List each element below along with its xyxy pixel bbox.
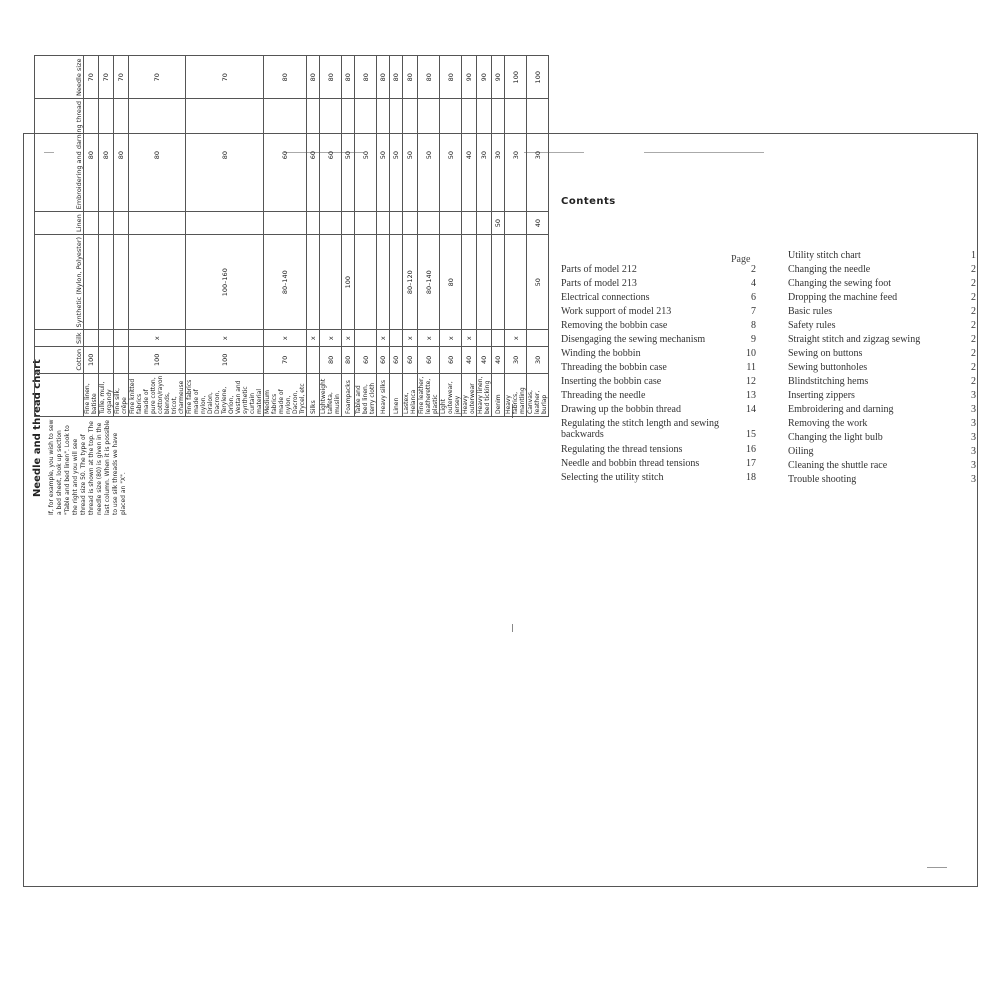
table-cell-silk: x [342,330,355,347]
contents-item-page: 11 [746,362,756,373]
table-cell-linen [418,212,440,235]
table-cell-synthetic [84,234,99,330]
table-cell-silk: x [505,330,527,347]
contents-item-page: 3 [971,404,976,415]
contents-item [788,278,891,289]
table-cell-emb: 80 [114,98,129,211]
table-cell-linen [355,212,377,235]
table-cell-cotton: 60 [418,346,440,373]
contents-item-label: Disengaging the sewing mechanism [561,334,706,345]
table-row [418,56,440,417]
table-cell-emb: 40 [462,98,477,211]
contents-item [788,376,868,387]
table-cell-silk [84,330,99,347]
contents-item-page: 18 [746,472,756,483]
table-cell-silk: x [307,330,320,347]
contents-item-label: Parts of model 213 [561,278,637,289]
table-cell-silk: x [320,330,342,347]
contents-item-page: 3 [971,460,976,471]
table-cell-linen: 50 [492,212,505,235]
contents-item-page: 1 [971,250,976,261]
table-cell-cotton: 100 [84,346,99,373]
contents-list-left [561,264,756,494]
table-cell-synthetic [99,234,114,330]
table-cell-silk: x [129,330,186,347]
table-cell-needle: 70 [99,56,114,98]
contents-item-label: Cleaning the shuttle race [788,460,888,471]
contents-item-label: Inserting the bobbin case [561,376,662,387]
table-cell-synthetic: 80–120 [403,234,418,330]
table-cell-linen [462,212,477,235]
contents-item-page: 3 [971,418,976,429]
table-cell-needle: 80 [377,56,390,98]
table-cell-needle: 80 [307,56,320,98]
contents-item-page: 17 [746,458,756,469]
contents-item-label: Changing the needle [788,264,871,275]
table-row [492,56,505,417]
table-cell-linen [390,212,403,235]
table-cell-synthetic [462,234,477,330]
contents-item-label: Winding the bobbin [561,348,641,359]
header-linen: Linen [35,212,84,235]
header-silk: Silk [35,330,84,347]
table-cell-needle: 80 [418,56,440,98]
contents-item-label: Threading the needle [561,390,646,401]
contents-item [788,292,897,303]
contents-item [561,390,645,401]
table-cell-synthetic [114,234,129,330]
table-cell-fabric: Fine knitted fabrics made of pure cotton, cotton/rayon blends, tricot, charmeuse [129,373,186,416]
contents-item-page: 3 [971,432,976,443]
table-cell-cotton: 30 [527,346,549,373]
contents-item [788,404,894,415]
table-cell-needle: 70 [129,56,186,98]
table-cell-needle: 80 [403,56,418,98]
contents-item-label: Changing the light bulb [788,432,883,443]
contents-item [561,348,641,359]
contents-item-page: 2 [971,292,976,303]
table-row [403,56,418,417]
contents-item-page: 8 [751,320,756,331]
table-cell-fabric: Canvas, leather, burlap [527,373,549,416]
table-cell-cotton: 60 [377,346,390,373]
contents-item-page: 2 [971,348,976,359]
table-cell-silk [477,330,492,347]
table-cell-emb: 50 [377,98,390,211]
table-cell-needle: 80 [390,56,403,98]
table-cell-silk [114,330,129,347]
table-cell-silk [99,330,114,347]
contents-item [788,264,870,275]
manual-sheet [23,58,978,887]
table-cell-needle: 80 [342,56,355,98]
table-cell-synthetic: 100 [342,234,355,330]
contents-item-label: Regulating the thread tensions [561,444,683,455]
contents-item [561,264,637,275]
contents-item-label: Embroidering and darning [788,404,894,415]
table-cell-emb: 80 [186,98,264,211]
table-cell-cotton [114,346,129,373]
contents-item-label: Needle and bobbin thread tensions [561,458,700,469]
contents-item-label: Removing the work [788,418,868,429]
contents-item [788,320,836,331]
contents-item-page: 7 [751,306,756,317]
table-cell-fabric: Fine silk, crêpe [114,373,129,416]
table-cell-emb: 80 [99,98,114,211]
contents-item-label: Removing the bobbin case [561,320,668,331]
needle-thread-chart-panel [30,58,548,517]
table-cell-needle: 90 [492,56,505,98]
table-row [377,56,390,417]
contents-item-page: 9 [751,334,756,345]
contents-item [561,278,637,289]
fold-mark [512,624,513,632]
contents-item [561,418,721,440]
needle-thread-chart-rotated [30,58,548,517]
table-cell-linen: 40 [527,212,549,235]
table-cell-emb: 50 [342,98,355,211]
table-cell-cotton: 60 [355,346,377,373]
table-cell-synthetic: 80–140 [264,234,307,330]
contents-item [561,292,650,303]
table-cell-silk: x [440,330,462,347]
table-cell-cotton: 80 [320,346,342,373]
table-cell-cotton: 60 [390,346,403,373]
table-cell-fabric: Denim [492,373,505,416]
table-cell-fabric: Heavy silks [377,373,390,416]
table-cell-silk: x [186,330,264,347]
contents-item-page: 2 [971,334,976,345]
table-cell-fabric: Linen [390,373,403,416]
table-cell-emb: 30 [477,98,492,211]
table-cell-needle: 80 [440,56,462,98]
contents-item-label: Blindstitching hems [788,376,869,387]
contents-item-label: Inserting zippers [788,390,855,401]
contents-item [561,458,699,469]
contents-item-label: Straight stitch and zigzag sewing [788,334,921,345]
table-cell-emb: 60 [264,98,307,211]
table-cell-fabric: Table and bed linen, terry cloth [355,373,377,416]
table-cell-emb: 30 [527,98,549,211]
contents-item-page: 2 [971,376,976,387]
table-cell-linen [320,212,342,235]
table-cell-fabric: Heavy linen, bed ticking [477,373,492,416]
table-cell-linen [99,212,114,235]
table-cell-cotton: 60 [440,346,462,373]
contents-title: Contents [561,196,616,207]
table-cell-linen [307,212,320,235]
table-cell-linen [477,212,492,235]
table-row [440,56,462,417]
table-cell-emb: 60 [307,98,320,211]
table-cell-synthetic: 80 [440,234,462,330]
table-cell-silk: x [264,330,307,347]
contents-item-page: 2 [971,306,976,317]
scan-mark [927,867,947,868]
table-cell-silk [492,330,505,347]
table-cell-emb: 80 [129,98,186,211]
table-cell-needle: 70 [114,56,129,98]
table-cell-linen [377,212,390,235]
contents-item-label: Sewing on buttons [788,348,863,359]
table-cell-synthetic [355,234,377,330]
contents-item [561,404,681,415]
contents-item [561,334,705,345]
table-cell-cotton: 30 [505,346,527,373]
table-cell-silk [355,330,377,347]
table-cell-cotton: 100 [186,346,264,373]
table-cell-cotton [307,346,320,373]
table-cell-silk: x [462,330,477,347]
contents-item-label: Regulating the stitch length and sewing backwards [561,418,720,440]
table-cell-cotton [99,346,114,373]
table-cell-silk: x [403,330,418,347]
contents-item [788,446,814,457]
contents-item-page: 14 [746,404,756,415]
needle-thread-table [34,55,549,417]
table-cell-synthetic [505,234,527,330]
table-row [477,56,492,417]
contents-item-label: Selecting the utility stitch [561,472,664,483]
table-row [307,56,320,417]
table-cell-synthetic [129,234,186,330]
contents-item-page: 2 [971,320,976,331]
contents-item [788,348,862,359]
header-embroidery: Embroidering and darning thread [35,98,84,211]
chart-title: Needle and thread chart [32,359,43,497]
table-cell-cotton: 80 [342,346,355,373]
table-cell-fabric: Fine linen, batiste [84,373,99,416]
table-cell-fabric: Heavy outerwear [462,373,477,416]
table-row [186,56,264,417]
table-cell-fabric: Lightweight taffeta, muslin [320,373,342,416]
contents-item-page: 3 [971,474,976,485]
contents-item-page: 10 [746,348,756,359]
table-cell-fabric: Fine fabrics made of nylon, Dralon, Dacron, Terylene, Orlon, Vestan and synthetic curtain material [186,373,264,416]
table-cell-emb: 30 [505,98,527,211]
contents-item-page: 2 [971,278,976,289]
table-cell-synthetic [477,234,492,330]
table-cell-linen [264,212,307,235]
table-cell-cotton: 40 [492,346,505,373]
page-column-header: Page [731,254,751,265]
table-row [462,56,477,417]
table-cell-emb: 50 [390,98,403,211]
table-row [342,56,355,417]
table-cell-linen [186,212,264,235]
table-cell-emb: 80 [84,98,99,211]
table-row [99,56,114,417]
contents-item [788,432,883,443]
table-body [84,56,549,417]
header-needle: Needle size [35,56,84,98]
table-cell-emb: 60 [320,98,342,211]
contents-item [561,306,671,317]
table-cell-synthetic [492,234,505,330]
table-cell-needle: 80 [320,56,342,98]
contents-item-page: 2 [971,264,976,275]
scan-speck [644,152,764,153]
contents-item-label: Trouble shooting [788,474,857,485]
header-cotton: Cotton [35,346,84,373]
table-row [129,56,186,417]
contents-item-page: 4 [751,278,756,289]
contents-item-label: Oiling [788,446,814,457]
table-row [390,56,403,417]
table-cell-fabric: Heavy fabrics, mantling [505,373,527,416]
table-cell-cotton: 40 [462,346,477,373]
contents-item [561,444,682,455]
table-cell-synthetic: 50 [527,234,549,330]
contents-item-label: Parts of model 212 [561,264,637,275]
contents-item-page: 16 [746,444,756,455]
table-cell-synthetic: 100–160 [186,234,264,330]
table-cell-needle: 70 [84,56,99,98]
table-cell-synthetic [320,234,342,330]
contents-item [788,362,867,373]
contents-item-page: 2 [751,264,756,275]
table-cell-emb: 50 [403,98,418,211]
table-cell-fabric: Lastex, Helanca [403,373,418,416]
table-cell-needle: 70 [186,56,264,98]
contents-item [788,460,887,471]
contents-item [788,474,856,485]
table-cell-synthetic [390,234,403,330]
contents-item-label: Sewing buttonholes [788,362,868,373]
contents-item [561,362,667,373]
contents-item-label: Dropping the machine feed [788,292,898,303]
contents-item-page: 13 [746,390,756,401]
contents-item [561,472,664,483]
contents-item-page: 12 [746,376,756,387]
table-row [114,56,129,417]
table-cell-needle: 90 [477,56,492,98]
table-row [355,56,377,417]
table-cell-fabric: Medium fabrics made of nylon, Dacron, Trycel, etc [264,373,307,416]
contents-item-page: 2 [971,362,976,373]
table-cell-needle: 80 [355,56,377,98]
table-cell-emb: 50 [355,98,377,211]
table-cell-needle: 100 [527,56,549,98]
table-row [264,56,307,417]
table-cell-silk: x [418,330,440,347]
table-row [84,56,99,417]
header-synthetic: Synthetic (Nylon, Polyester) [35,234,84,330]
table-cell-emb: 50 [440,98,462,211]
contents-item-label: Threading the bobbin case [561,362,667,373]
table-row [527,56,549,417]
table-cell-synthetic: 80–140 [418,234,440,330]
table-cell-emb: 30 [492,98,505,211]
table-cell-fabric: Tulle, mull, organdy [99,373,114,416]
contents-item [788,306,832,317]
contents-item [788,390,855,401]
table-cell-fabric: Silks [307,373,320,416]
header-fabric [35,373,84,416]
table-cell-cotton: 40 [477,346,492,373]
contents-item-label: Electrical connections [561,292,650,303]
table-cell-fabric: Foampacks [342,373,355,416]
table-cell-needle: 80 [264,56,307,98]
contents-item-label: Work support of model 213 [561,306,672,317]
table-header-row [35,56,84,417]
table-cell-cotton: 70 [264,346,307,373]
table-cell-silk [527,330,549,347]
contents-item-page: 3 [971,446,976,457]
table-cell-needle: 90 [462,56,477,98]
table-row [320,56,342,417]
table-cell-cotton: 100 [129,346,186,373]
contents-item-label: Safety rules [788,320,836,331]
contents-item-label: Basic rules [788,306,833,317]
table-cell-linen [129,212,186,235]
table-cell-linen [403,212,418,235]
contents-item [561,320,667,331]
contents-item-label: Utility stitch chart [788,250,861,261]
table-cell-silk [390,330,403,347]
contents-item [788,334,920,345]
table-cell-silk: x [377,330,390,347]
table-cell-linen [84,212,99,235]
table-cell-fabric: Fine leather, leatherette, plastic [418,373,440,416]
contents-item-label: Drawing up the bobbin thread [561,404,681,415]
contents-item-page: 15 [746,429,756,440]
contents-list-right [788,250,976,490]
contents-item-label: Changing the sewing foot [788,278,892,289]
table-cell-synthetic [307,234,320,330]
table-cell-emb: 50 [418,98,440,211]
contents-item [788,250,861,261]
table-cell-needle: 100 [505,56,527,98]
table-cell-linen [505,212,527,235]
table-cell-cotton: 60 [403,346,418,373]
table-cell-linen [342,212,355,235]
contents-item-page: 3 [971,390,976,401]
table-row [505,56,527,417]
table-cell-linen [440,212,462,235]
contents-item [788,418,867,429]
table-cell-linen [114,212,129,235]
contents-item [561,376,661,387]
table-cell-synthetic [377,234,390,330]
chart-intro: If, for example, you wish to sew a bed sheet, look up section "Table and bed linen". Look to the right and you will see thread size 50. The type of thread is shown at the top. The needle size (80) is given in the last column. When it is possible to use silk threads we have placed an "X". [48,419,127,515]
table-cell-fabric: Light outerwear, jersey [440,373,462,416]
contents-item-page: 6 [751,292,756,303]
